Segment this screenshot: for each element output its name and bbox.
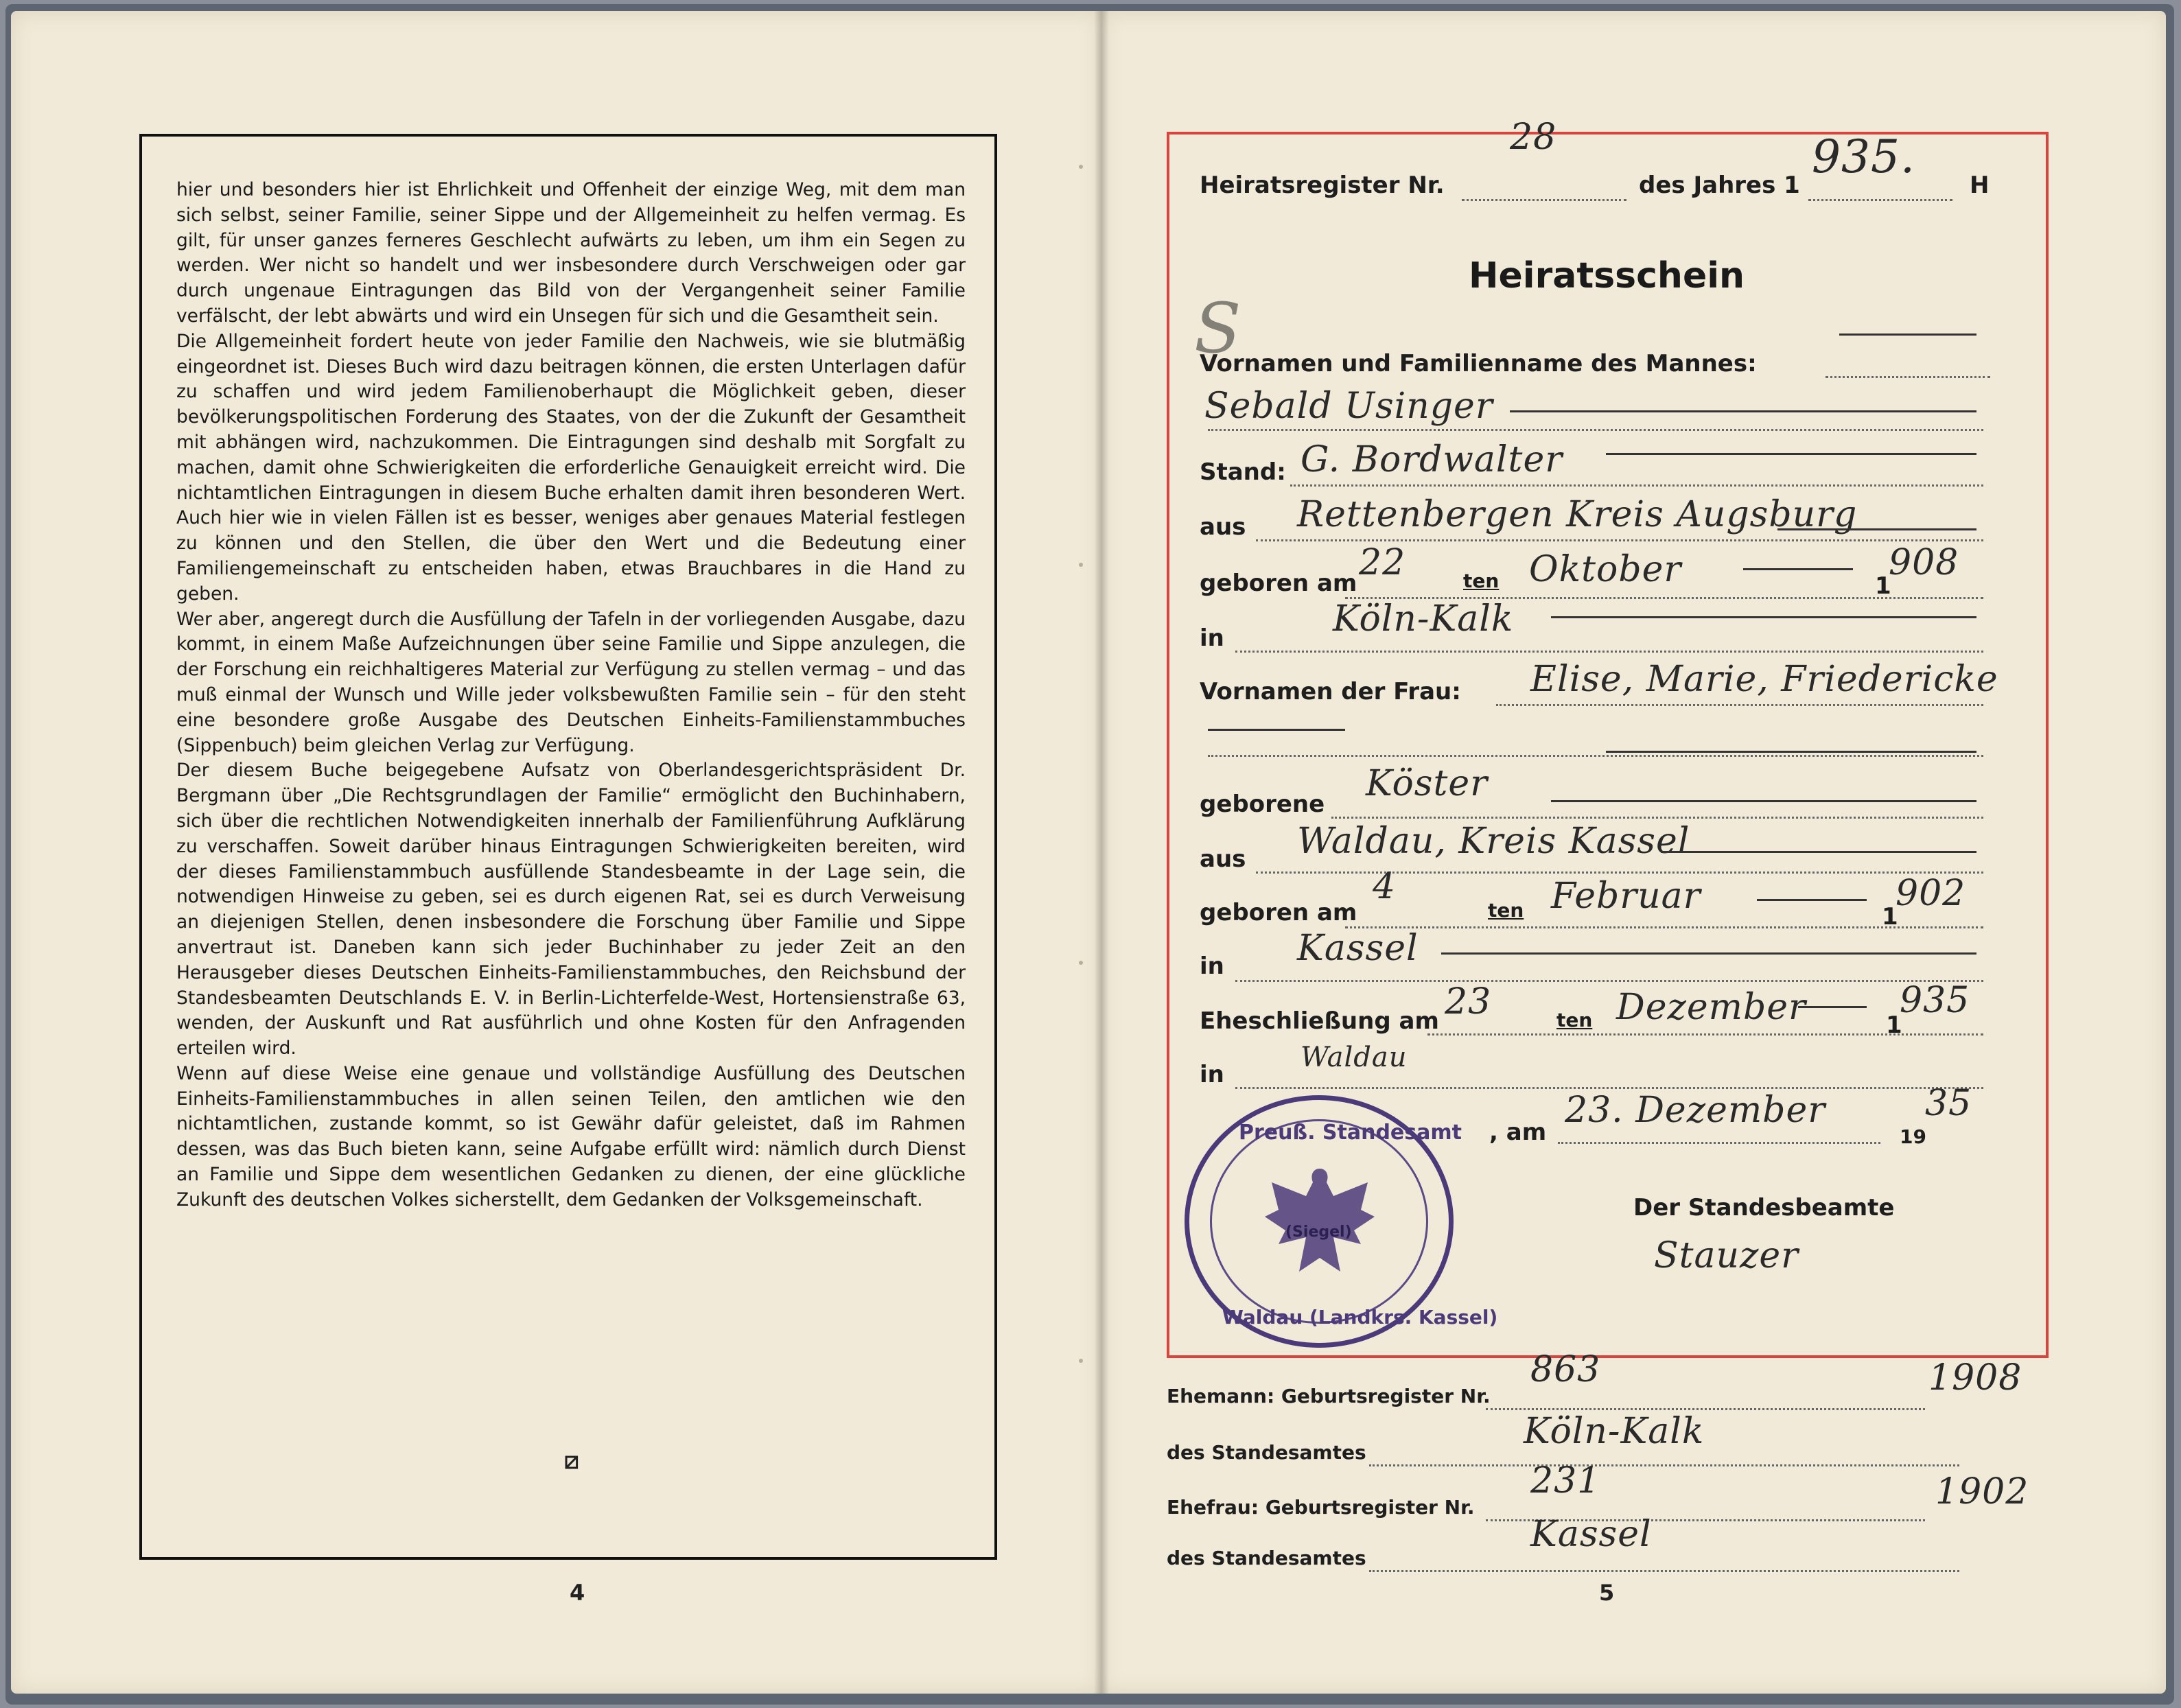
book-spine bbox=[1094, 11, 1109, 1694]
stitch-hole bbox=[1079, 165, 1083, 169]
left-text-box bbox=[139, 134, 997, 1560]
wife-maiden-label: geborene bbox=[1200, 791, 1325, 818]
husband-register-year: 1908 bbox=[1928, 1357, 2022, 1399]
husband-born-place: Köln-Kalk bbox=[1333, 598, 1514, 640]
husband-from: Rettenbergen Kreis Augsburg bbox=[1297, 494, 1858, 535]
end-mark: ⧄ bbox=[564, 1447, 579, 1475]
dotted-line bbox=[1462, 199, 1626, 201]
official-label: Der Standesbeamte bbox=[1633, 1194, 1895, 1221]
certificate-title: Heiratsschein bbox=[1469, 255, 1745, 296]
register-year: 935. bbox=[1812, 130, 1915, 183]
dotted-line bbox=[1486, 1408, 1925, 1410]
page-number-left: 4 bbox=[570, 1580, 585, 1606]
husband-from-label: aus bbox=[1200, 513, 1246, 541]
marriage-label: Eheschließung am bbox=[1200, 1007, 1439, 1035]
wife-names-label: Vornamen der Frau: bbox=[1200, 678, 1461, 705]
wife-born-year: 902 bbox=[1896, 873, 1966, 914]
wife-office-label: des Standesamtes bbox=[1167, 1547, 1366, 1569]
dash-line bbox=[1661, 851, 1976, 853]
seal-center-text: (Siegel) bbox=[1285, 1224, 1352, 1241]
stand-value: G. Bordwalter bbox=[1301, 439, 1563, 480]
dotted-line bbox=[1345, 926, 1983, 928]
wife-from-label: aus bbox=[1200, 845, 1246, 873]
wife-born-place-label: in bbox=[1200, 952, 1224, 980]
husband-born-year: 908 bbox=[1889, 542, 1959, 583]
left-prose bbox=[176, 178, 966, 1213]
dotted-line bbox=[1235, 651, 1983, 653]
year-label: des Jahres 1 bbox=[1639, 172, 1800, 199]
issued-year: 35 bbox=[1925, 1083, 1972, 1124]
dotted-line bbox=[1808, 199, 1952, 201]
paragraph: Die Allgemeinheit fordert heute von jeder Familie den Nachweis, wie sie blutmäßig eingeordnet ist. Dieses Buch wird dazu beitragen können, die ersten Unterlagen dafür zu schaffen und wird jedem Familienoberhaupt die Möglichkeit geben, dieser bevölkerungspolitischen Forderung des Staates, von der die Zukunft der Gesamtheit mit abhängen wird, nachzukommen. Die Eintragungen sind deshalb mit Sorgfalt zu machen, damit ohne Schwierigkeiten die erforderliche Genauigkeit erreicht wird. Die nichtamtlichen Eintragungen in diesem Buche erhalten damit ihren besonderen Wert. Auch hier wie in vielen Fällen ist es besser, weniges aber genaues Material festlegen zu können und den Stellen, die über den Wert und die Bedeutung einer Familiengemeinschaft zu entscheiden haben, etwas Brauchbares in die Hand zu geben. bbox=[176, 330, 966, 605]
dash-line bbox=[1551, 616, 1976, 618]
marriage-place: Waldau bbox=[1301, 1042, 1408, 1073]
issued-am-label: , am bbox=[1489, 1119, 1547, 1146]
dotted-line bbox=[1427, 1033, 1983, 1036]
dash-line bbox=[1441, 952, 1976, 955]
wife-born-label: geboren am bbox=[1200, 899, 1357, 926]
dotted-line bbox=[1235, 1087, 1983, 1089]
husband-name-label: Vornamen und Familienname des Mannes: bbox=[1200, 350, 1757, 377]
seal-text-top: Preuß. Standesamt bbox=[1239, 1121, 1462, 1145]
marriage-month: Dezember bbox=[1616, 987, 1806, 1028]
stand-label: Stand: bbox=[1200, 458, 1286, 486]
year-prefix: 1 bbox=[1886, 1011, 1902, 1039]
seal-text-bottom: Waldau (Landkrs. Kassel) bbox=[1222, 1306, 1498, 1329]
husband-born-place-label: in bbox=[1200, 624, 1224, 652]
dotted-line bbox=[1208, 755, 1983, 757]
dash-line bbox=[1510, 410, 1976, 412]
ten-label: ten bbox=[1556, 1009, 1593, 1031]
ten-label: ten bbox=[1488, 899, 1524, 922]
register-label: Heiratsregister Nr. bbox=[1200, 172, 1445, 199]
dash-line bbox=[1839, 334, 1976, 336]
paragraph: Wer aber, angeregt durch die Ausfüllung der Tafeln in der vorliegenden Ausgabe, dazu kommt, in einem Maße Aufzeichnungen über seine Familie und Sippe anzulegen, die der Forschung ein reichhaltigeres Material zur Verfügung zu stellen vermag – und das muß einmal der Wunsch und Wille jeder volksbewußten Familie sein – für den steht eine besondere große Ausgabe des Deutschen Einheits-Familienstammbuches (Sippenbuch) beim gleichen Verlag zur Verfügung. bbox=[176, 608, 966, 756]
wife-born-day: 4 bbox=[1373, 866, 1397, 907]
dotted-line bbox=[1235, 980, 1983, 982]
wife-register-label: Ehefrau: Geburtsregister Nr. bbox=[1167, 1496, 1475, 1519]
paragraph: Wenn auf diese Weise eine genaue und vollständige Ausfüllung des Deutschen Einheits-Familienstammbuches in allen seinen Teilen, den amtlichen wie den nichtamtlichen, zustande kommt, so ist Gewähr dafür geleistet, daß im Rahmen dessen, was das Buch bieten kann, seine Aufgabe erfüllt wird: nämlich durch Dienst an Familie und Sippe dem wesentlichen Gedanken zu dienen, der eine glückliche Zukunft des deutschen Volkes sicherstellt, dem Gedanken der Volksgemeinschaft. bbox=[176, 1062, 966, 1210]
wife-register-number: 231 bbox=[1530, 1460, 1601, 1501]
wife-born-place: Kassel bbox=[1297, 928, 1419, 969]
register-number: 28 bbox=[1510, 117, 1557, 158]
dotted-line bbox=[1496, 704, 1983, 706]
dash-line bbox=[1798, 1006, 1867, 1008]
dotted-line bbox=[1208, 429, 1983, 431]
husband-born-day: 22 bbox=[1359, 542, 1406, 583]
wife-born-month: Februar bbox=[1551, 876, 1701, 917]
husband-born-month: Oktober bbox=[1529, 549, 1682, 590]
paragraph: Der diesem Buche beigegebene Aufsatz von Oberlandesgerichtspräsident Dr. Bergmann über „Die Rechtsgrundlagen der Familie“ ermöglicht den Buchinhabern, sich über die rechtlichen Notwendigkeiten innerhalb der Familienführung Aufklärung zu verschaffen. Soweit darüber hinaus Eintragungen Schwierigkeiten bereiten, wird der dieses Familienstammbuch ausfüllende Standesbeamte in der Lage sein, die notwendigen Hinweise zu geben, sei es durch eigenen Rat, sei es durch Verweisung an diejenigen Stellen, denen insbesondere die Forschung über Familie und Sippe anvertraut ist. Daneben kann sich jeder Buchinhaber zu jeder Zeit an den Herausgeber dieses Deutschen Einheits-Familienstammbuches, den Reichsbund der Standesbeamten Deutschlands E. V. in Berlin-Lichterfelde-West, Hortensienstraße 63, wenden, der Auskunft und Rat ausführlich und ohne Kosten für den Anfragenden erteilen wird. bbox=[176, 760, 966, 1060]
stitch-hole bbox=[1079, 1359, 1083, 1363]
dash-line bbox=[1551, 800, 1976, 802]
husband-register-number: 863 bbox=[1530, 1349, 1601, 1390]
dotted-line bbox=[1331, 817, 1983, 819]
ten-label: ten bbox=[1463, 570, 1500, 592]
dotted-line bbox=[1256, 871, 1983, 874]
official-seal-stamp bbox=[1185, 1095, 1498, 1348]
marriage-year: 935 bbox=[1900, 980, 1970, 1021]
year-prefix: 1 bbox=[1882, 903, 1898, 931]
wife-register-year: 1902 bbox=[1935, 1471, 2029, 1512]
handwritten-flourish: S bbox=[1194, 288, 1242, 368]
husband-born-label: geboren am bbox=[1200, 570, 1357, 597]
dotted-line bbox=[1826, 376, 1990, 378]
dotted-line bbox=[1256, 539, 1983, 541]
dotted-line bbox=[1369, 1570, 1959, 1572]
dotted-line bbox=[1558, 1142, 1880, 1144]
wife-maiden-name: Köster bbox=[1366, 763, 1488, 804]
wife-office: Kassel bbox=[1530, 1514, 1652, 1555]
husband-office-label: des Standesamtes bbox=[1167, 1441, 1366, 1464]
register-suffix: H bbox=[1970, 172, 1990, 199]
page-number-right: 5 bbox=[1599, 1580, 1615, 1606]
official-signature: Stauzer bbox=[1654, 1235, 1799, 1276]
marriage-place-label: in bbox=[1200, 1061, 1224, 1088]
paragraph: hier und besonders hier ist Ehrlichkeit und Offenheit der einzige Weg, mit dem man sich selbst, seiner Familie, seiner Sippe und der Allgemeinheit zu helfen vermag. Es gilt, für unser ganzes ferneres Geschlecht aufwärts zu leben, um ihm ein Segen zu werden. Wer nicht so handelt und wer insbesondere durch Verschweigen oder gar durch ungenaue Eintragungen das Bild von der Vergangenheit seiner Familie verfälscht, der lebt abwärts und wird ein Unsegen für sich und die Gesamtheit sein. bbox=[176, 179, 966, 327]
husband-office: Köln-Kalk bbox=[1524, 1411, 1705, 1452]
year-prefix: 1 bbox=[1875, 572, 1891, 600]
wife-names: Elise, Marie, Friedericke bbox=[1530, 659, 1998, 700]
wife-from: Waldau, Kreis Kassel bbox=[1297, 821, 1690, 862]
issued-date: 23. Dezember bbox=[1565, 1090, 1826, 1131]
husband-name: Sebald Usinger bbox=[1204, 386, 1493, 427]
stitch-hole bbox=[1079, 563, 1083, 567]
marriage-day: 23 bbox=[1445, 981, 1492, 1022]
dotted-line bbox=[1369, 1464, 1959, 1466]
dash-line bbox=[1743, 568, 1853, 570]
dash-line bbox=[1777, 528, 1976, 530]
dash-line bbox=[1757, 899, 1867, 901]
issued-year-prefix: 19 bbox=[1900, 1125, 1926, 1148]
dash-line bbox=[1208, 729, 1345, 731]
dotted-line bbox=[1290, 484, 1983, 487]
husband-register-label: Ehemann: Geburtsregister Nr. bbox=[1167, 1385, 1491, 1407]
dash-line bbox=[1606, 751, 1976, 753]
stitch-hole bbox=[1079, 961, 1083, 965]
dash-line bbox=[1606, 453, 1976, 455]
